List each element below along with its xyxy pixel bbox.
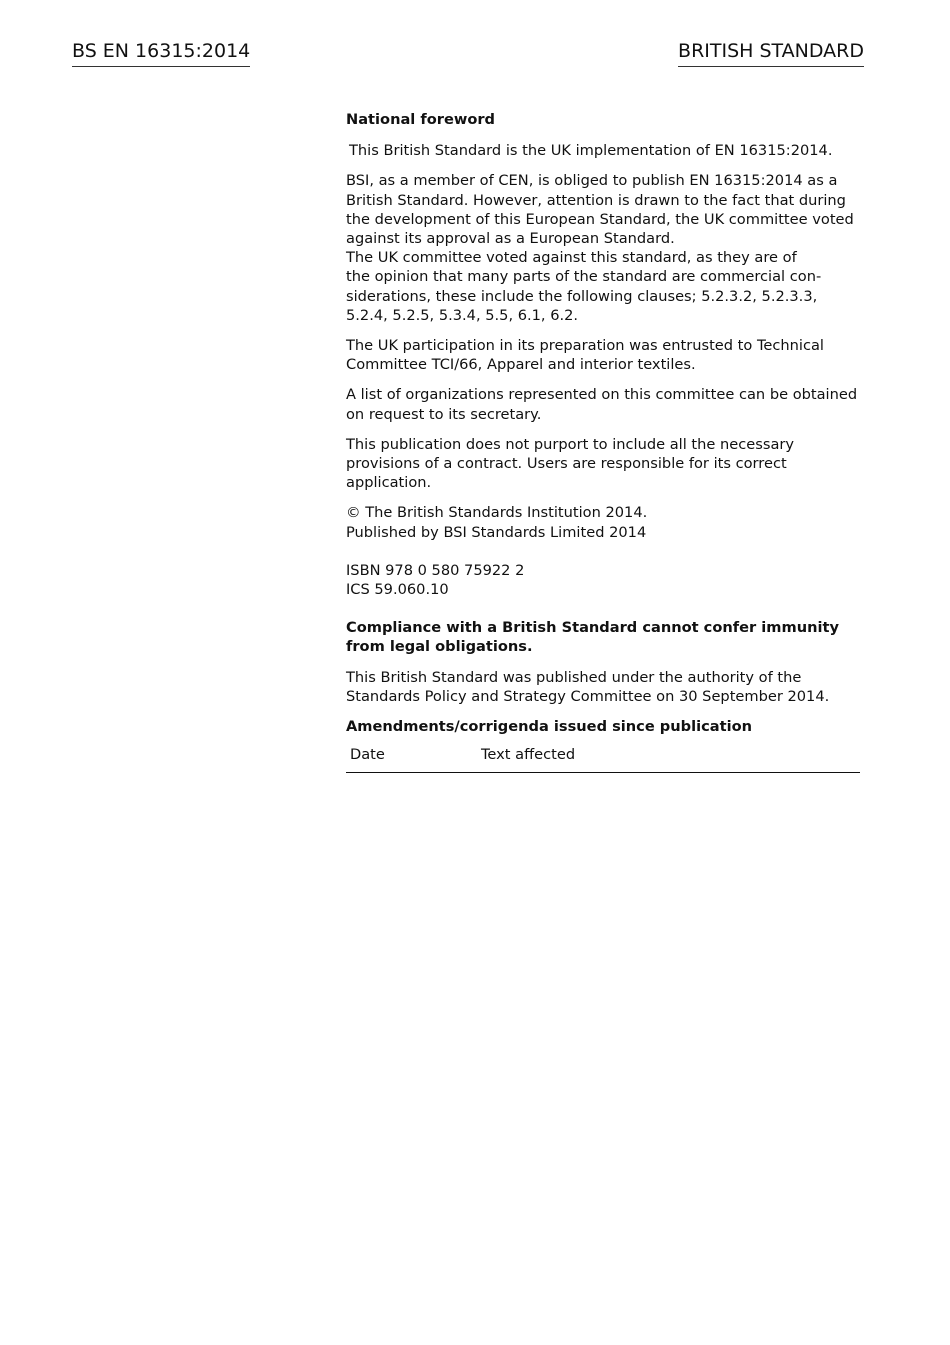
amendments-table	[346, 740, 860, 773]
contract-notice-paragraph: This publication does not purport to include all the necessary provisions of a contract. Users are responsible for its correct application.	[346, 435, 795, 492]
uk-vote-line: the opinion that many parts of the standard are commercial con-	[346, 268, 822, 286]
copyright-line: © The British Standards Institution 2014.	[346, 504, 648, 522]
identifiers-block	[346, 561, 864, 599]
authority-paragraph: This British Standard was published under the authority of the Standards Policy and Strategy Committee on 30 September 2014.	[346, 668, 830, 705]
amendments-title: Amendments/corrigenda issued since publication	[346, 718, 752, 736]
ics-line: ICS 59.060.10	[346, 581, 449, 599]
date-column-header: Date	[350, 746, 385, 764]
document-id-header: BS EN 16315:2014	[72, 38, 250, 67]
copyright-block	[346, 503, 864, 541]
document-type-header: BRITISH STANDARD	[678, 38, 864, 67]
publisher-line: Published by BSI Standards Limited 2014	[346, 523, 647, 541]
cen-obligation-paragraph: BSI, as a member of CEN, is obliged to publish EN 16315:2014 as a British Standard. However, attention is drawn to the fact that during the development of this European Standard, the UK committee voted against its approval as a European Standard.	[346, 172, 854, 248]
implementation-paragraph: This British Standard is the UK implementation of EN 16315:2014.	[349, 142, 833, 160]
text-affected-column-header: Text affected	[481, 746, 576, 764]
participation-paragraph: The UK participation in its preparation was entrusted to Technical Committee TCI/66, Apparel and interior textiles.	[346, 337, 824, 374]
foreword-title: National foreword	[346, 111, 496, 128]
compliance-notice: Compliance with a British Standard cannot confer immunity from legal obligations.	[346, 619, 839, 656]
uk-vote-line: 5.2.4, 5.2.5, 5.3.4, 5.5, 6.1, 6.2.	[346, 306, 579, 324]
uk-vote-line: siderations, these include the following clauses; 5.2.3.2, 5.2.3.3,	[346, 287, 818, 305]
uk-vote-paragraph	[346, 248, 864, 325]
isbn-line: ISBN 978 0 580 75922 2	[346, 561, 525, 579]
uk-vote-line: The UK committee voted against this standard, as they are of	[346, 249, 797, 267]
organizations-paragraph: A list of organizations represented on this committee can be obtained on request to its secretary.	[346, 386, 858, 423]
national-foreword-section	[346, 110, 864, 773]
amendments-header-row	[346, 740, 860, 773]
